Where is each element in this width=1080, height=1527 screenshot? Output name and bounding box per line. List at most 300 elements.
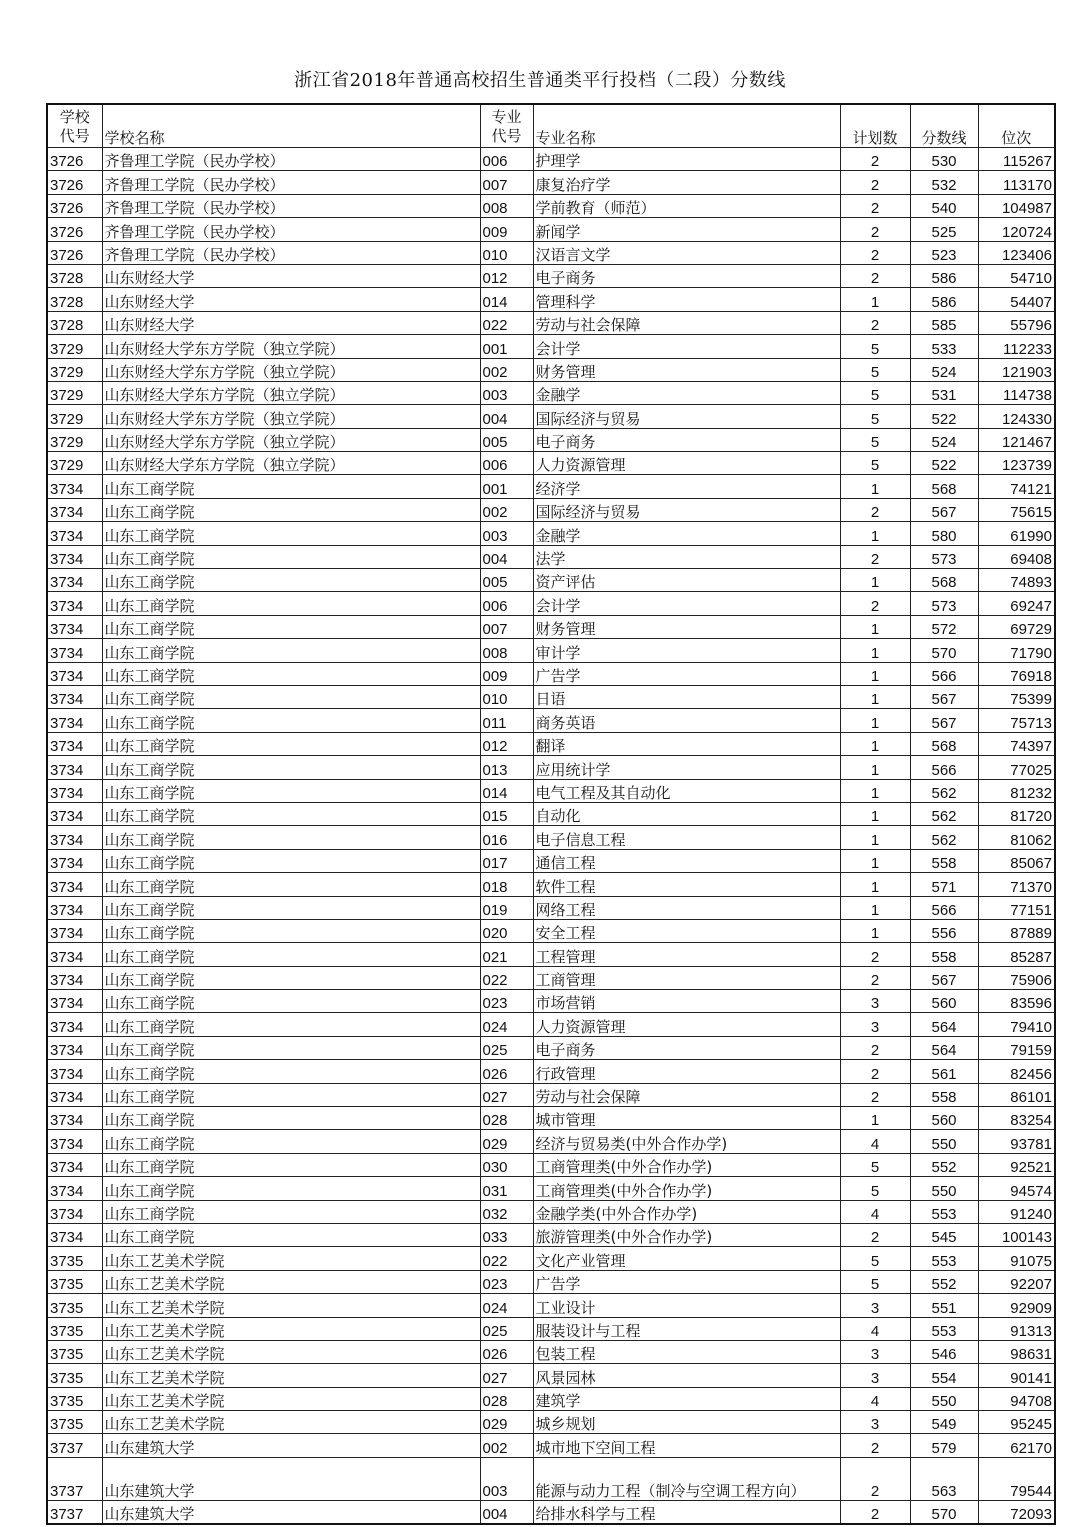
table-row (47, 218, 1055, 241)
school-code-cell: 3734 (47, 639, 102, 662)
major-code-cell: 011 (480, 709, 533, 732)
major-code-cell: 007 (480, 615, 533, 638)
school-code-cell: 3734 (47, 966, 102, 989)
major-code-cell: 024 (480, 1013, 533, 1036)
rank-cell: 93781 (978, 1130, 1055, 1153)
table-row (47, 685, 1055, 708)
major-name-cell: 工程管理 (533, 943, 840, 966)
school-name-cell: 山东工商学院 (102, 990, 480, 1013)
score-cell: 563 (910, 1457, 978, 1500)
school-code-cell: 3735 (47, 1317, 102, 1340)
rank-cell: 94708 (978, 1387, 1055, 1410)
major-name-cell: 劳动与社会保障 (533, 311, 840, 334)
rank-cell: 79159 (978, 1036, 1055, 1059)
school-code-cell: 3734 (47, 896, 102, 919)
table-row (47, 662, 1055, 685)
table-row (47, 1177, 1055, 1200)
score-cell: 556 (910, 919, 978, 942)
score-cell: 553 (910, 1317, 978, 1340)
rank-cell: 83254 (978, 1107, 1055, 1130)
rank-cell: 121467 (978, 428, 1055, 451)
school-code-cell: 3737 (47, 1434, 102, 1457)
table-row (47, 1500, 1055, 1524)
score-cell: 562 (910, 779, 978, 802)
table-row (47, 873, 1055, 896)
table-row (47, 849, 1055, 872)
score-cell: 567 (910, 966, 978, 989)
school-code-cell: 3734 (47, 826, 102, 849)
rank-cell: 112233 (978, 335, 1055, 358)
rank-cell: 76918 (978, 662, 1055, 685)
school-name-cell: 山东建筑大学 (102, 1434, 480, 1457)
table-row (47, 1294, 1055, 1317)
rank-cell: 95245 (978, 1411, 1055, 1434)
rank-cell: 74893 (978, 569, 1055, 592)
school-name-cell: 山东工商学院 (102, 873, 480, 896)
major-code-cell: 008 (480, 639, 533, 662)
rank-cell: 94574 (978, 1177, 1055, 1200)
major-code-cell: 006 (480, 148, 533, 171)
table-row (47, 428, 1055, 451)
rank-cell: 62170 (978, 1434, 1055, 1457)
plan-cell: 3 (840, 1340, 910, 1363)
school-name-cell: 山东工商学院 (102, 615, 480, 638)
score-cell: 549 (910, 1411, 978, 1434)
major-name-cell: 包装工程 (533, 1340, 840, 1363)
school-name-cell: 山东工商学院 (102, 685, 480, 708)
plan-cell: 1 (840, 732, 910, 755)
major-code-cell: 013 (480, 756, 533, 779)
major-code-cell: 010 (480, 685, 533, 708)
table-row (47, 241, 1055, 264)
school-code-cell: 3734 (47, 1177, 102, 1200)
table-row (47, 405, 1055, 428)
major-name-cell: 金融学 (533, 522, 840, 545)
major-code-cell: 002 (480, 498, 533, 521)
school-code-cell: 3735 (47, 1294, 102, 1317)
school-name-cell: 山东工商学院 (102, 1013, 480, 1036)
rank-cell: 69247 (978, 592, 1055, 615)
major-name-cell: 翻译 (533, 732, 840, 755)
score-cell: 558 (910, 1083, 978, 1106)
school-name-cell: 山东工艺美术学院 (102, 1294, 480, 1317)
school-name-cell: 山东工商学院 (102, 592, 480, 615)
major-code-cell: 026 (480, 1060, 533, 1083)
major-code-cell: 027 (480, 1364, 533, 1387)
school-code-cell: 3734 (47, 545, 102, 568)
school-code-cell: 3734 (47, 1036, 102, 1059)
score-cell: 558 (910, 849, 978, 872)
plan-cell: 2 (840, 1457, 910, 1500)
rank-cell: 124330 (978, 405, 1055, 428)
major-code-cell: 006 (480, 452, 533, 475)
rank-cell: 71790 (978, 639, 1055, 662)
score-cell: 525 (910, 218, 978, 241)
rank-cell: 54710 (978, 264, 1055, 287)
school-name-cell: 山东工商学院 (102, 639, 480, 662)
plan-cell: 5 (840, 1153, 910, 1176)
school-name-cell: 山东财经大学东方学院（独立学院） (102, 405, 480, 428)
score-cell: 567 (910, 685, 978, 708)
score-cell: 562 (910, 802, 978, 825)
major-name-cell: 金融学 (533, 381, 840, 404)
school-code-cell: 3734 (47, 732, 102, 755)
major-name-cell: 财务管理 (533, 615, 840, 638)
score-cell: 545 (910, 1223, 978, 1246)
school-code-cell: 3734 (47, 592, 102, 615)
school-code-cell: 3734 (47, 849, 102, 872)
school-code-cell: 3734 (47, 1013, 102, 1036)
school-code-cell: 3734 (47, 943, 102, 966)
score-cell: 564 (910, 1036, 978, 1059)
table-row (47, 826, 1055, 849)
plan-cell: 2 (840, 171, 910, 194)
major-name-cell: 人力资源管理 (533, 452, 840, 475)
major-code-cell: 019 (480, 896, 533, 919)
rank-cell: 100143 (978, 1223, 1055, 1246)
rank-cell: 90141 (978, 1364, 1055, 1387)
rank-cell: 91075 (978, 1247, 1055, 1270)
score-cell: 546 (910, 1340, 978, 1363)
major-code-cell: 007 (480, 171, 533, 194)
school-code-cell: 3734 (47, 990, 102, 1013)
school-name-cell: 山东财经大学 (102, 264, 480, 287)
header-score: 分数线 (910, 104, 978, 148)
school-name-cell: 山东工商学院 (102, 1036, 480, 1059)
plan-cell: 5 (840, 452, 910, 475)
score-cell: 568 (910, 732, 978, 755)
score-cell: 571 (910, 873, 978, 896)
table-row (47, 358, 1055, 381)
rank-cell: 69408 (978, 545, 1055, 568)
school-code-cell: 3734 (47, 1130, 102, 1153)
table-row (47, 896, 1055, 919)
major-code-cell: 026 (480, 1340, 533, 1363)
major-code-cell: 009 (480, 218, 533, 241)
plan-cell: 2 (840, 545, 910, 568)
table-body (47, 148, 1055, 1525)
plan-cell: 3 (840, 990, 910, 1013)
score-cell: 562 (910, 826, 978, 849)
rank-cell: 85067 (978, 849, 1055, 872)
plan-cell: 4 (840, 1130, 910, 1153)
major-code-cell: 025 (480, 1317, 533, 1340)
rank-cell: 81232 (978, 779, 1055, 802)
major-name-cell: 法学 (533, 545, 840, 568)
score-cell: 586 (910, 288, 978, 311)
school-name-cell: 山东财经大学东方学院（独立学院） (102, 381, 480, 404)
rank-cell: 54407 (978, 288, 1055, 311)
major-code-cell: 005 (480, 428, 533, 451)
school-name-cell: 齐鲁理工学院（民办学校） (102, 148, 480, 171)
plan-cell: 1 (840, 873, 910, 896)
major-name-cell: 会计学 (533, 335, 840, 358)
major-name-cell: 行政管理 (533, 1060, 840, 1083)
plan-cell: 2 (840, 1223, 910, 1246)
school-name-cell: 山东工商学院 (102, 1130, 480, 1153)
plan-cell: 3 (840, 1294, 910, 1317)
plan-cell: 5 (840, 1247, 910, 1270)
rank-cell: 114738 (978, 381, 1055, 404)
school-name-cell: 山东工商学院 (102, 475, 480, 498)
score-cell: 560 (910, 1107, 978, 1130)
major-name-cell: 工业设计 (533, 1294, 840, 1317)
rank-cell: 92909 (978, 1294, 1055, 1317)
major-code-cell: 029 (480, 1130, 533, 1153)
rank-cell: 123739 (978, 452, 1055, 475)
major-code-cell: 003 (480, 1457, 533, 1500)
score-cell: 567 (910, 498, 978, 521)
rank-cell: 92521 (978, 1153, 1055, 1176)
table-row (47, 1130, 1055, 1153)
school-name-cell: 山东工商学院 (102, 498, 480, 521)
table-row (47, 569, 1055, 592)
school-name-cell: 山东工商学院 (102, 1153, 480, 1176)
table-row (47, 475, 1055, 498)
rank-cell: 75713 (978, 709, 1055, 732)
table-row (47, 802, 1055, 825)
major-code-cell: 003 (480, 522, 533, 545)
rank-cell: 77151 (978, 896, 1055, 919)
plan-cell: 1 (840, 685, 910, 708)
rank-cell: 77025 (978, 756, 1055, 779)
plan-cell: 2 (840, 241, 910, 264)
table-row (47, 1364, 1055, 1387)
major-code-cell: 017 (480, 849, 533, 872)
rank-cell: 55796 (978, 311, 1055, 334)
school-name-cell: 山东工商学院 (102, 709, 480, 732)
school-code-cell: 3734 (47, 1223, 102, 1246)
school-code-cell: 3735 (47, 1247, 102, 1270)
school-code-cell: 3734 (47, 522, 102, 545)
table-row (47, 335, 1055, 358)
header-major-name: 专业名称 (533, 104, 840, 148)
major-name-cell: 新闻学 (533, 218, 840, 241)
major-code-cell: 033 (480, 1223, 533, 1246)
rank-cell: 74397 (978, 732, 1055, 755)
score-cell: 550 (910, 1177, 978, 1200)
rank-cell: 75615 (978, 498, 1055, 521)
score-cell: 524 (910, 358, 978, 381)
table-row (47, 148, 1055, 171)
school-code-cell: 3734 (47, 475, 102, 498)
school-code-cell: 3728 (47, 264, 102, 287)
plan-cell: 2 (840, 1083, 910, 1106)
school-code-cell: 3734 (47, 498, 102, 521)
school-name-cell: 山东工艺美术学院 (102, 1247, 480, 1270)
major-name-cell: 风景园林 (533, 1364, 840, 1387)
major-name-cell: 城市地下空间工程 (533, 1434, 840, 1457)
rank-cell: 72093 (978, 1500, 1055, 1524)
major-code-cell: 008 (480, 194, 533, 217)
major-code-cell: 016 (480, 826, 533, 849)
score-cell: 530 (910, 148, 978, 171)
plan-cell: 2 (840, 1434, 910, 1457)
school-code-cell: 3726 (47, 148, 102, 171)
plan-cell: 1 (840, 779, 910, 802)
score-cell: 566 (910, 756, 978, 779)
plan-cell: 5 (840, 381, 910, 404)
school-code-cell: 3729 (47, 358, 102, 381)
major-name-cell: 日语 (533, 685, 840, 708)
major-code-cell: 032 (480, 1200, 533, 1223)
table-row (47, 592, 1055, 615)
school-name-cell: 山东财经大学东方学院（独立学院） (102, 335, 480, 358)
table-row (47, 990, 1055, 1013)
score-cell: 552 (910, 1270, 978, 1293)
table-row (47, 498, 1055, 521)
major-name-cell: 电子商务 (533, 428, 840, 451)
school-name-cell: 山东工商学院 (102, 943, 480, 966)
major-code-cell: 030 (480, 1153, 533, 1176)
school-code-cell: 3726 (47, 218, 102, 241)
major-code-cell: 023 (480, 1270, 533, 1293)
table-row (47, 615, 1055, 638)
score-cell: 540 (910, 194, 978, 217)
score-cell: 553 (910, 1247, 978, 1270)
score-cell: 567 (910, 709, 978, 732)
rank-cell: 81062 (978, 826, 1055, 849)
major-code-cell: 004 (480, 405, 533, 428)
school-code-cell: 3729 (47, 381, 102, 404)
table-row (47, 1083, 1055, 1106)
table-row (47, 1340, 1055, 1363)
score-cell: 560 (910, 990, 978, 1013)
major-code-cell: 002 (480, 1434, 533, 1457)
school-name-cell: 山东工商学院 (102, 1107, 480, 1130)
rank-cell: 79410 (978, 1013, 1055, 1036)
score-cell: 561 (910, 1060, 978, 1083)
table-row (47, 1060, 1055, 1083)
score-cell: 568 (910, 569, 978, 592)
major-name-cell: 通信工程 (533, 849, 840, 872)
plan-cell: 2 (840, 218, 910, 241)
school-name-cell: 山东财经大学东方学院（独立学院） (102, 428, 480, 451)
major-code-cell: 003 (480, 381, 533, 404)
school-name-cell: 山东工艺美术学院 (102, 1364, 480, 1387)
table-row (47, 171, 1055, 194)
score-cell: 579 (910, 1434, 978, 1457)
plan-cell: 5 (840, 1177, 910, 1200)
plan-cell: 5 (840, 358, 910, 381)
school-name-cell: 山东工商学院 (102, 569, 480, 592)
header-school-code: 学校 代号 (47, 104, 102, 148)
table-row (47, 966, 1055, 989)
major-code-cell: 004 (480, 545, 533, 568)
score-cell: 580 (910, 522, 978, 545)
rank-cell: 91240 (978, 1200, 1055, 1223)
major-name-cell: 财务管理 (533, 358, 840, 381)
rank-cell: 85287 (978, 943, 1055, 966)
rank-cell: 79544 (978, 1457, 1055, 1500)
school-code-cell: 3734 (47, 615, 102, 638)
major-name-cell: 服装设计与工程 (533, 1317, 840, 1340)
score-cell: 564 (910, 1013, 978, 1036)
rank-cell: 115267 (978, 148, 1055, 171)
school-name-cell: 山东工艺美术学院 (102, 1387, 480, 1410)
school-code-cell: 3726 (47, 171, 102, 194)
plan-cell: 4 (840, 1317, 910, 1340)
school-name-cell: 山东工商学院 (102, 545, 480, 568)
table-row (47, 779, 1055, 802)
table-row (47, 639, 1055, 662)
plan-cell: 2 (840, 311, 910, 334)
school-name-cell: 山东工商学院 (102, 732, 480, 755)
table-row (47, 732, 1055, 755)
school-code-cell: 3729 (47, 452, 102, 475)
table-row (47, 1247, 1055, 1270)
school-name-cell: 山东工商学院 (102, 756, 480, 779)
school-code-cell: 3734 (47, 662, 102, 685)
major-code-cell: 010 (480, 241, 533, 264)
plan-cell: 4 (840, 1200, 910, 1223)
rank-cell: 69729 (978, 615, 1055, 638)
school-name-cell: 山东工商学院 (102, 522, 480, 545)
score-cell: 586 (910, 264, 978, 287)
major-code-cell: 028 (480, 1107, 533, 1130)
score-cell: 550 (910, 1130, 978, 1153)
major-name-cell: 广告学 (533, 662, 840, 685)
plan-cell: 1 (840, 919, 910, 942)
school-code-cell: 3729 (47, 405, 102, 428)
school-code-cell: 3735 (47, 1270, 102, 1293)
table-row (47, 709, 1055, 732)
rank-cell: 113170 (978, 171, 1055, 194)
major-code-cell: 022 (480, 311, 533, 334)
major-code-cell: 014 (480, 779, 533, 802)
table-row (47, 545, 1055, 568)
school-code-cell: 3735 (47, 1411, 102, 1434)
rank-cell: 82456 (978, 1060, 1055, 1083)
major-code-cell: 031 (480, 1177, 533, 1200)
header-plan: 计划数 (840, 104, 910, 148)
major-name-cell: 汉语言文学 (533, 241, 840, 264)
score-cell: 573 (910, 545, 978, 568)
school-code-cell: 3735 (47, 1364, 102, 1387)
major-name-cell: 电气工程及其自动化 (533, 779, 840, 802)
plan-cell: 1 (840, 756, 910, 779)
rank-cell: 83596 (978, 990, 1055, 1013)
plan-cell: 2 (840, 943, 910, 966)
major-name-cell: 建筑学 (533, 1387, 840, 1410)
school-name-cell: 山东工商学院 (102, 802, 480, 825)
major-name-cell: 广告学 (533, 1270, 840, 1293)
school-name-cell: 山东工艺美术学院 (102, 1411, 480, 1434)
table-row (47, 1036, 1055, 1059)
score-cell: 566 (910, 896, 978, 919)
plan-cell: 1 (840, 569, 910, 592)
header-school-name: 学校名称 (102, 104, 480, 148)
major-code-cell: 022 (480, 966, 533, 989)
major-code-cell: 021 (480, 943, 533, 966)
plan-cell: 1 (840, 802, 910, 825)
major-code-cell: 023 (480, 990, 533, 1013)
score-cell: 532 (910, 171, 978, 194)
school-name-cell: 山东财经大学东方学院（独立学院） (102, 452, 480, 475)
rank-cell: 81720 (978, 802, 1055, 825)
rank-cell: 74121 (978, 475, 1055, 498)
school-name-cell: 山东工商学院 (102, 1200, 480, 1223)
school-code-cell: 3735 (47, 1387, 102, 1410)
major-code-cell: 022 (480, 1247, 533, 1270)
school-code-cell: 3726 (47, 194, 102, 217)
rank-cell: 61990 (978, 522, 1055, 545)
plan-cell: 3 (840, 1013, 910, 1036)
plan-cell: 2 (840, 498, 910, 521)
school-code-cell: 3735 (47, 1340, 102, 1363)
major-code-cell: 006 (480, 592, 533, 615)
major-name-cell: 管理科学 (533, 288, 840, 311)
